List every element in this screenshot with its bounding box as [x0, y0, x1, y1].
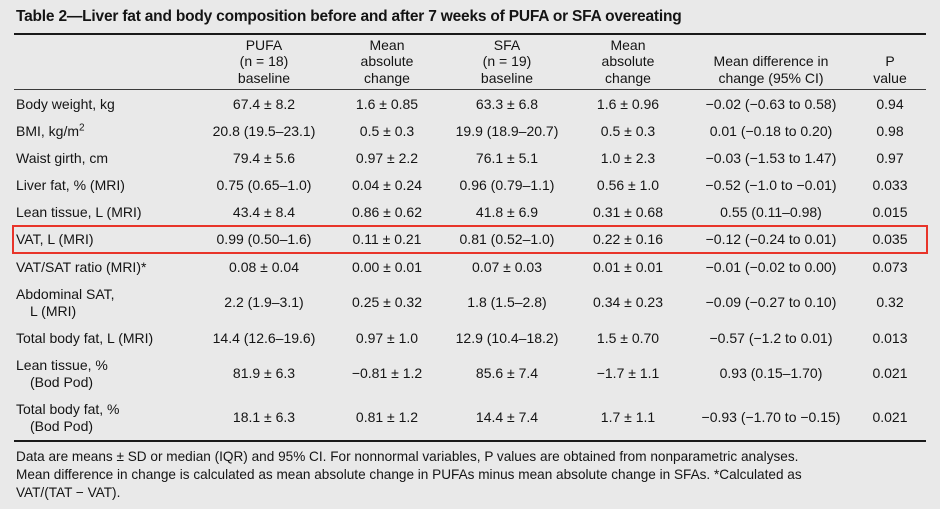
table-row [14, 226, 926, 253]
column-header-sfa-baseline [446, 35, 568, 90]
column-header-mean-difference [688, 35, 854, 90]
footnote-line-3: VAT/(TAT − VAT). [16, 485, 121, 501]
header-row [14, 35, 926, 90]
row-label [14, 118, 200, 145]
table-cell: −0.57 (−1.2 to 0.01) [709, 329, 833, 346]
table-cell: 41.8 ± 6.9 [475, 204, 539, 221]
table-cell: 14.4 ± 7.4 [475, 409, 539, 426]
row-label-line-1: Total body fat, % [16, 400, 120, 417]
table-cell: 14.4 (12.6–19.6) [212, 329, 316, 346]
row-label-text: Lean tissue, L (MRI) [16, 204, 142, 221]
table-cell: 76.1 ± 5.1 [475, 149, 539, 166]
table-cell: 0.035 [872, 231, 908, 248]
row-label-line-2: L (MRI) [30, 302, 77, 319]
row-label [14, 281, 200, 325]
row-label-text: BMI, kg/m [16, 122, 80, 139]
header-line-1: Mean [369, 36, 405, 53]
header-line-3: change [605, 69, 651, 86]
table-cell: 0.5 ± 0.3 [600, 122, 656, 139]
table-cell: 63.3 ± 6.8 [475, 95, 539, 112]
table-cell: 0.97 [876, 149, 904, 166]
table-body [14, 90, 926, 439]
table-row [14, 253, 926, 280]
footnote-line-2: Mean difference in change is calculated as mean absolute change in PUFAs minus mean absolute change in SFAs. *Calculated as [16, 466, 802, 482]
row-label [14, 253, 200, 280]
table-cell: 0.94 [876, 95, 904, 112]
table-cell: 0.013 [872, 329, 908, 346]
table-row [14, 145, 926, 172]
footnote-line-1: Data are means ± SD or median (IQR) and 95% CI. For nonnormal variables, P values are obtained from nonparametric analyses. [16, 448, 799, 464]
table-cell: 1.7 ± 1.1 [600, 409, 656, 426]
row-label [14, 90, 200, 117]
table-row [14, 281, 926, 325]
table-cell: 1.6 ± 0.96 [596, 95, 660, 112]
header-line-3: change [364, 69, 410, 86]
table-cell: 0.97 ± 1.0 [355, 329, 419, 346]
header-line-3: value [873, 69, 907, 86]
table-cell: 0.32 [876, 294, 904, 311]
table-cell: 0.86 ± 0.62 [352, 204, 422, 221]
table-cell: 43.4 ± 8.4 [232, 204, 296, 221]
table-cell: 0.033 [872, 177, 908, 194]
table-cell: 0.99 (0.50–1.6) [216, 231, 312, 248]
row-label [14, 145, 200, 172]
row-label-text: VAT/SAT ratio (MRI)* [16, 258, 147, 275]
table-row [14, 199, 926, 226]
column-header-sfa-mean-change [568, 35, 688, 90]
table-cell: 0.08 ± 0.04 [229, 258, 299, 275]
column-header-p-value [854, 35, 926, 90]
row-label-text: VAT, L (MRI) [16, 231, 94, 248]
table-cell: 0.073 [872, 258, 908, 275]
table-cell: 0.015 [872, 204, 908, 221]
table-cell: 0.01 ± 0.01 [593, 258, 663, 275]
table-cell: 0.75 (0.65–1.0) [216, 177, 312, 194]
column-header-pufa-baseline [200, 35, 328, 90]
table-cell: 0.31 ± 0.68 [593, 204, 663, 221]
table-cell: 0.00 ± 0.01 [352, 258, 422, 275]
table-cell: 0.021 [872, 409, 908, 426]
table-cell: 85.6 ± 7.4 [475, 365, 539, 382]
table-cell: 12.9 (10.4–18.2) [455, 329, 559, 346]
table-cell: 1.5 ± 0.70 [596, 329, 660, 346]
data-table-body [14, 90, 926, 439]
table-cell: 67.4 ± 8.2 [232, 95, 296, 112]
table-cell: 0.021 [872, 365, 908, 382]
header-line-2: P [885, 53, 895, 70]
table-row [14, 325, 926, 352]
row-label [14, 325, 200, 352]
table-cell: 19.9 (18.9–20.7) [455, 122, 559, 139]
row-label-line-2: (Bod Pod) [30, 417, 94, 434]
row-label [14, 172, 200, 199]
header-line-1: PUFA [245, 36, 283, 53]
header-line-2: (n = 19) [482, 53, 532, 70]
column-header-pufa-mean-change [328, 35, 446, 90]
data-table [14, 35, 926, 90]
table-cell: −0.09 (−0.27 to 0.10) [705, 294, 837, 311]
table-cell: −0.52 (−1.0 to −0.01) [705, 177, 837, 194]
table-cell: −0.03 (−1.53 to 1.47) [705, 149, 837, 166]
table-cell: 0.56 ± 1.0 [596, 177, 660, 194]
table-header [14, 35, 926, 90]
table-cell: 0.81 ± 1.2 [355, 409, 419, 426]
header-line-1: SFA [493, 36, 521, 53]
table-row [14, 118, 926, 145]
table-row [14, 90, 926, 117]
table-cell: 0.04 ± 0.24 [352, 177, 422, 194]
row-label-text: Body weight, kg [16, 95, 115, 112]
column-header-variable [14, 35, 200, 90]
table-cell: 1.6 ± 0.85 [355, 95, 419, 112]
header-line-2: absolute [360, 53, 414, 70]
table-cell: 0.93 (0.15–1.70) [719, 365, 823, 382]
header-line-2: absolute [601, 53, 655, 70]
table-cell: 0.55 (0.11–0.98) [720, 204, 822, 221]
row-label [14, 396, 200, 440]
row-label-line-1: Lean tissue, % [16, 356, 108, 373]
header-line-2: (n = 18) [239, 53, 289, 70]
row-label-text: Waist girth, cm [16, 149, 109, 166]
table-cell: 0.98 [876, 122, 904, 139]
header-line-3: change (95% CI) [718, 69, 824, 86]
row-label [14, 352, 200, 396]
table-cell: 20.8 (19.5–23.1) [212, 122, 316, 139]
header-line-3: baseline [480, 69, 534, 86]
header-line-1: Mean [610, 36, 646, 53]
row-label-line-2: (Bod Pod) [30, 373, 94, 390]
table-cell: −0.81 ± 1.2 [351, 365, 423, 382]
row-label-superscript: 2 [79, 122, 85, 134]
table-cell: 0.96 (0.79–1.1) [459, 177, 555, 194]
table-cell: 0.81 (0.52–1.0) [459, 231, 555, 248]
table-cell: −1.7 ± 1.1 [596, 365, 660, 382]
header-line-3: baseline [237, 69, 291, 86]
table-cell: 0.07 ± 0.03 [472, 258, 542, 275]
table-cell: 0.25 ± 0.32 [352, 294, 422, 311]
row-label-line-1: Abdominal SAT, [16, 285, 115, 302]
table-cell: 0.97 ± 2.2 [355, 149, 419, 166]
table-cell: 0.5 ± 0.3 [359, 122, 415, 139]
table-cell: 79.4 ± 5.6 [232, 149, 296, 166]
table-row [14, 352, 926, 396]
table-cell: 18.1 ± 6.3 [232, 409, 296, 426]
row-label [14, 226, 200, 253]
table-cell: 1.8 (1.5–2.8) [467, 294, 547, 311]
table-cell: 81.9 ± 6.3 [232, 365, 296, 382]
table-cell: 0.01 (−0.18 to 0.20) [709, 122, 833, 139]
table-cell: −0.02 (−0.63 to 0.58) [705, 95, 837, 112]
table-cell: −0.01 (−0.02 to 0.00) [705, 258, 837, 275]
row-label [14, 199, 200, 226]
table-cell: 1.0 ± 2.3 [600, 149, 656, 166]
table-cell: 0.11 ± 0.21 [352, 231, 422, 248]
row-label-text: Liver fat, % (MRI) [16, 177, 125, 194]
row-label-text: Total body fat, L (MRI) [16, 329, 154, 346]
table-cell: 0.34 ± 0.23 [593, 294, 663, 311]
table-footnote [14, 442, 926, 503]
table-cell: −0.93 (−1.70 to −0.15) [701, 409, 841, 426]
header-line-2: Mean difference in [713, 53, 829, 70]
table-row [14, 396, 926, 440]
table-title: Table 2—Liver fat and body composition before and after 7 weeks of PUFA or SFA overeating [16, 8, 682, 25]
table-cell: −0.12 (−0.24 to 0.01) [705, 231, 837, 248]
table-cell: 0.22 ± 0.16 [593, 231, 663, 248]
table-cell: 2.2 (1.9–3.1) [224, 294, 304, 311]
table-row [14, 172, 926, 199]
